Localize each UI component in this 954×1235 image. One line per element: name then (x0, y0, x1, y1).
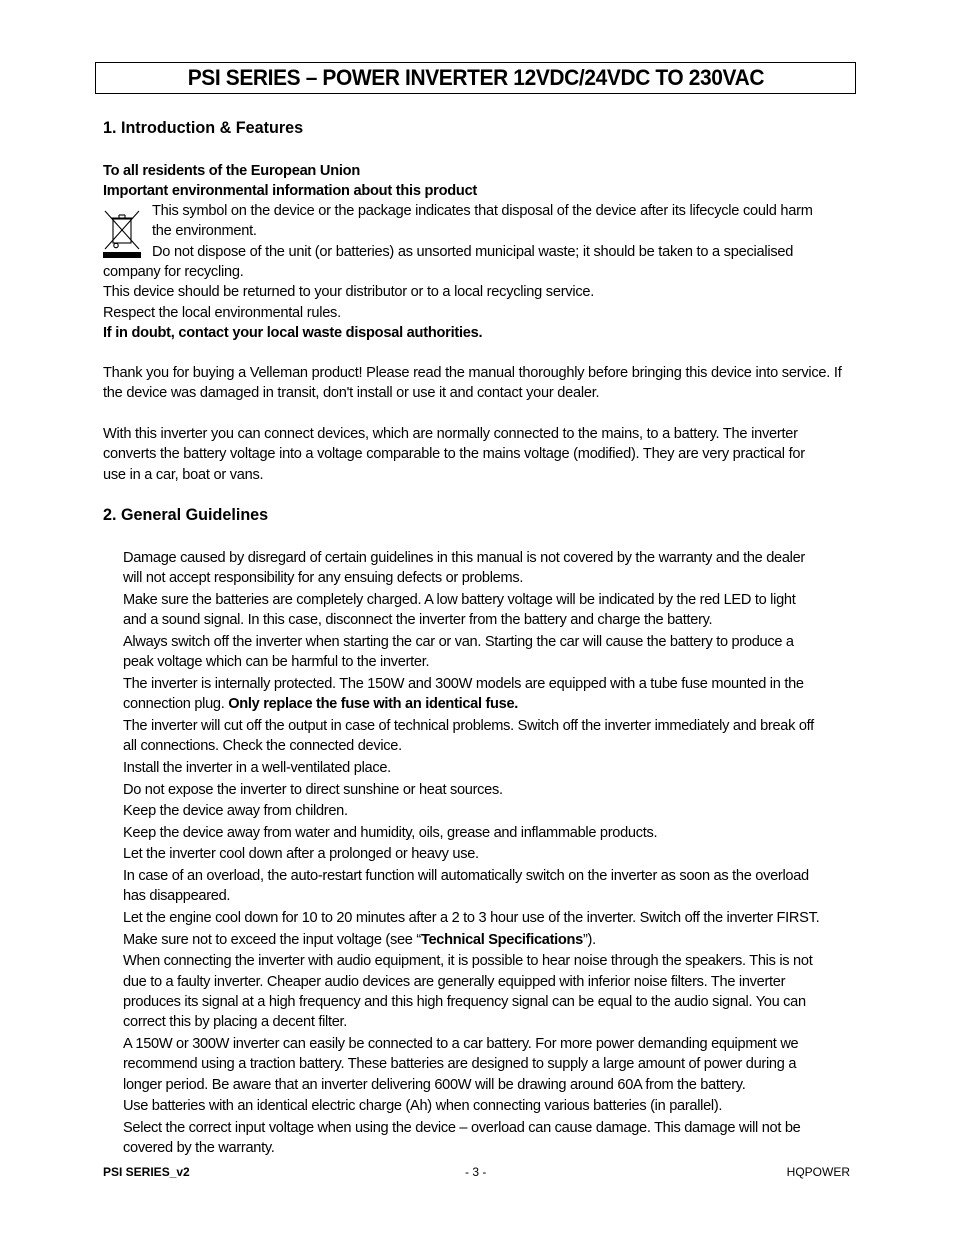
guideline-bold: Only replace the fuse with an identical fuse. (228, 696, 519, 713)
guideline-line: recommend using a traction battery. These batteries are designed to supply a large amount of power during a (123, 1056, 797, 1073)
environment-info (103, 262, 851, 344)
weee-p1a: This symbol on the device or the package indicates that disposal of the device after its lifecycle could harm (152, 203, 813, 219)
thanks-line-1: Thank you for buying a Velleman product! Please read the manual thoroughly before bringing this device into service. If (103, 365, 842, 381)
weee-p2a: Do not dispose of the unit (or batteries) as unsorted municipal waste; it should be taken to a specialised (152, 243, 794, 260)
guideline-line: Install the inverter in a well-ventilated place. (123, 760, 391, 776)
guideline-line: Let the engine cool down for 10 to 20 minutes after a 2 to 3 hour use of the inverter. Switch off the inverter FIRST. (123, 909, 820, 926)
guideline-line: covered by the warranty. (123, 1140, 275, 1157)
guideline-item (123, 632, 853, 673)
guideline-item (123, 590, 853, 631)
guideline-item (123, 1096, 853, 1116)
guideline-item (123, 758, 853, 778)
return-line: This device should be returned to your distributor or to a local recycling service. (103, 284, 595, 301)
guideline-item (123, 1034, 853, 1095)
weee-text (152, 201, 852, 262)
page-title: PSI SERIES – POWER INVERTER 12VDC/24VDC TO 230VAC (187, 64, 764, 90)
intro-line-1: With this inverter you can connect devices, which are normally connected to the mains, to a battery. The inverter (103, 426, 798, 442)
eu-notice-heading (103, 161, 851, 202)
intro-line-2: converts the battery voltage into a voltage comparable to the mains voltage (modified). They are very practical for (103, 446, 805, 463)
guideline-line: Do not expose the inverter to direct sunshine or heat sources. (123, 781, 503, 798)
guideline-line: and a sound signal. In this case, disconnect the inverter from the battery and charge the battery. (123, 612, 713, 629)
thanks-line-2: the device was damaged in transit, don't install or use it and contact your dealer. (103, 385, 600, 402)
guideline-line: A 150W or 300W inverter can easily be connected to a car battery. For more power demanding equipment we (123, 1035, 799, 1052)
footer-left: PSI SERIES_v2 (103, 1165, 190, 1179)
guideline-line: Damage caused by disregard of certain guidelines in this manual is not covered by the warranty and the dealer (123, 550, 805, 566)
intro-paragraph (103, 424, 851, 485)
guideline-item (123, 716, 853, 757)
respect-line: Respect the local environmental rules. (103, 304, 341, 321)
weee-p1b: the environment. (152, 223, 257, 240)
weee-p2b: company for recycling. (103, 264, 244, 280)
guideline-line: correct this by placing a decent filter. (123, 1014, 348, 1031)
section-2-heading: 2. General Guidelines (103, 505, 269, 524)
eu-line-1: To all residents of the European Union (103, 163, 360, 179)
guideline-line: Make sure not to exceed the input voltage (see “ (123, 931, 421, 948)
guideline-line: connection plug. (123, 696, 229, 713)
guideline-line: Keep the device away from water and humidity, oils, grease and inflammable products. (123, 824, 658, 841)
guideline-line: longer period. Be aware that an inverter delivering 600W will be drawing around 60A from the battery. (123, 1076, 746, 1093)
intro-line-3: use in a car, boat or vans. (103, 466, 264, 483)
guideline-line: peak voltage which can be harmful to the inverter. (123, 654, 430, 671)
guideline-line: Always switch off the inverter when starting the car or van. Starting the car will cause the battery to produce a (123, 634, 794, 650)
guideline-item (123, 674, 853, 715)
guideline-item (123, 548, 853, 589)
section-1-heading: 1. Introduction & Features (103, 118, 304, 137)
guideline-item (123, 866, 853, 907)
guideline-item (123, 930, 853, 950)
guideline-item (123, 908, 853, 928)
doubt-line: If in doubt, contact your local waste disposal authorities. (103, 325, 483, 342)
guideline-line: In case of an overload, the auto-restart function will automatically switch on the inverter as soon as the overload (123, 867, 809, 884)
guideline-item (123, 951, 853, 1033)
footer-right: HQPOWER (786, 1165, 850, 1179)
guideline-item (123, 780, 853, 800)
eu-line-2: Important environmental information about this product (103, 183, 478, 200)
footer-page-number: - 3 - (465, 1165, 487, 1179)
guideline-line: Make sure the batteries are completely charged. A low battery voltage will be indicated by the red LED to light (123, 592, 796, 608)
guideline-item (123, 801, 853, 821)
guideline-line: When connecting the inverter with audio equipment, it is possible to hear noise through the speakers. This is not (123, 953, 813, 970)
guideline-line: Select the correct input voltage when using the device – overload can cause damage. This damage will not be (123, 1119, 801, 1136)
guideline-item (123, 823, 853, 843)
guideline-line: has disappeared. (123, 888, 231, 905)
guideline-line: Keep the device away from children. (123, 803, 348, 820)
guidelines-list (123, 548, 853, 1160)
guideline-line: The inverter is internally protected. The 150W and 300W models are equipped with a tube fuse mounted in the (123, 676, 804, 692)
guideline-tail: ”). (582, 931, 596, 948)
guideline-line: The inverter will cut off the output in case of technical problems. Switch off the inverter immediately and break off (123, 718, 814, 734)
guideline-bold: Technical Specifications (420, 931, 583, 948)
thanks-paragraph (103, 363, 851, 404)
guideline-line: Let the inverter cool down after a prolonged or heavy use. (123, 846, 479, 863)
guideline-line: all connections. Check the connected device. (123, 738, 402, 755)
guideline-line: Use batteries with an identical electric charge (Ah) when connecting various batteries (in parallel). (123, 1098, 723, 1115)
guideline-line: due to a faulty inverter. Cheaper audio devices are generally equipped with inferior noise filters. The inverter (123, 973, 786, 990)
guideline-item (123, 844, 853, 864)
guideline-line: produces its signal at a high frequency and this high frequency signal can be equal to the audio signal. You can (123, 993, 806, 1010)
guideline-line: will not accept responsibility for any ensuing defects or problems. (123, 570, 524, 587)
guideline-item (123, 1118, 853, 1159)
title-box (95, 62, 856, 94)
crossed-out-wheelie-bin-icon (103, 207, 141, 259)
